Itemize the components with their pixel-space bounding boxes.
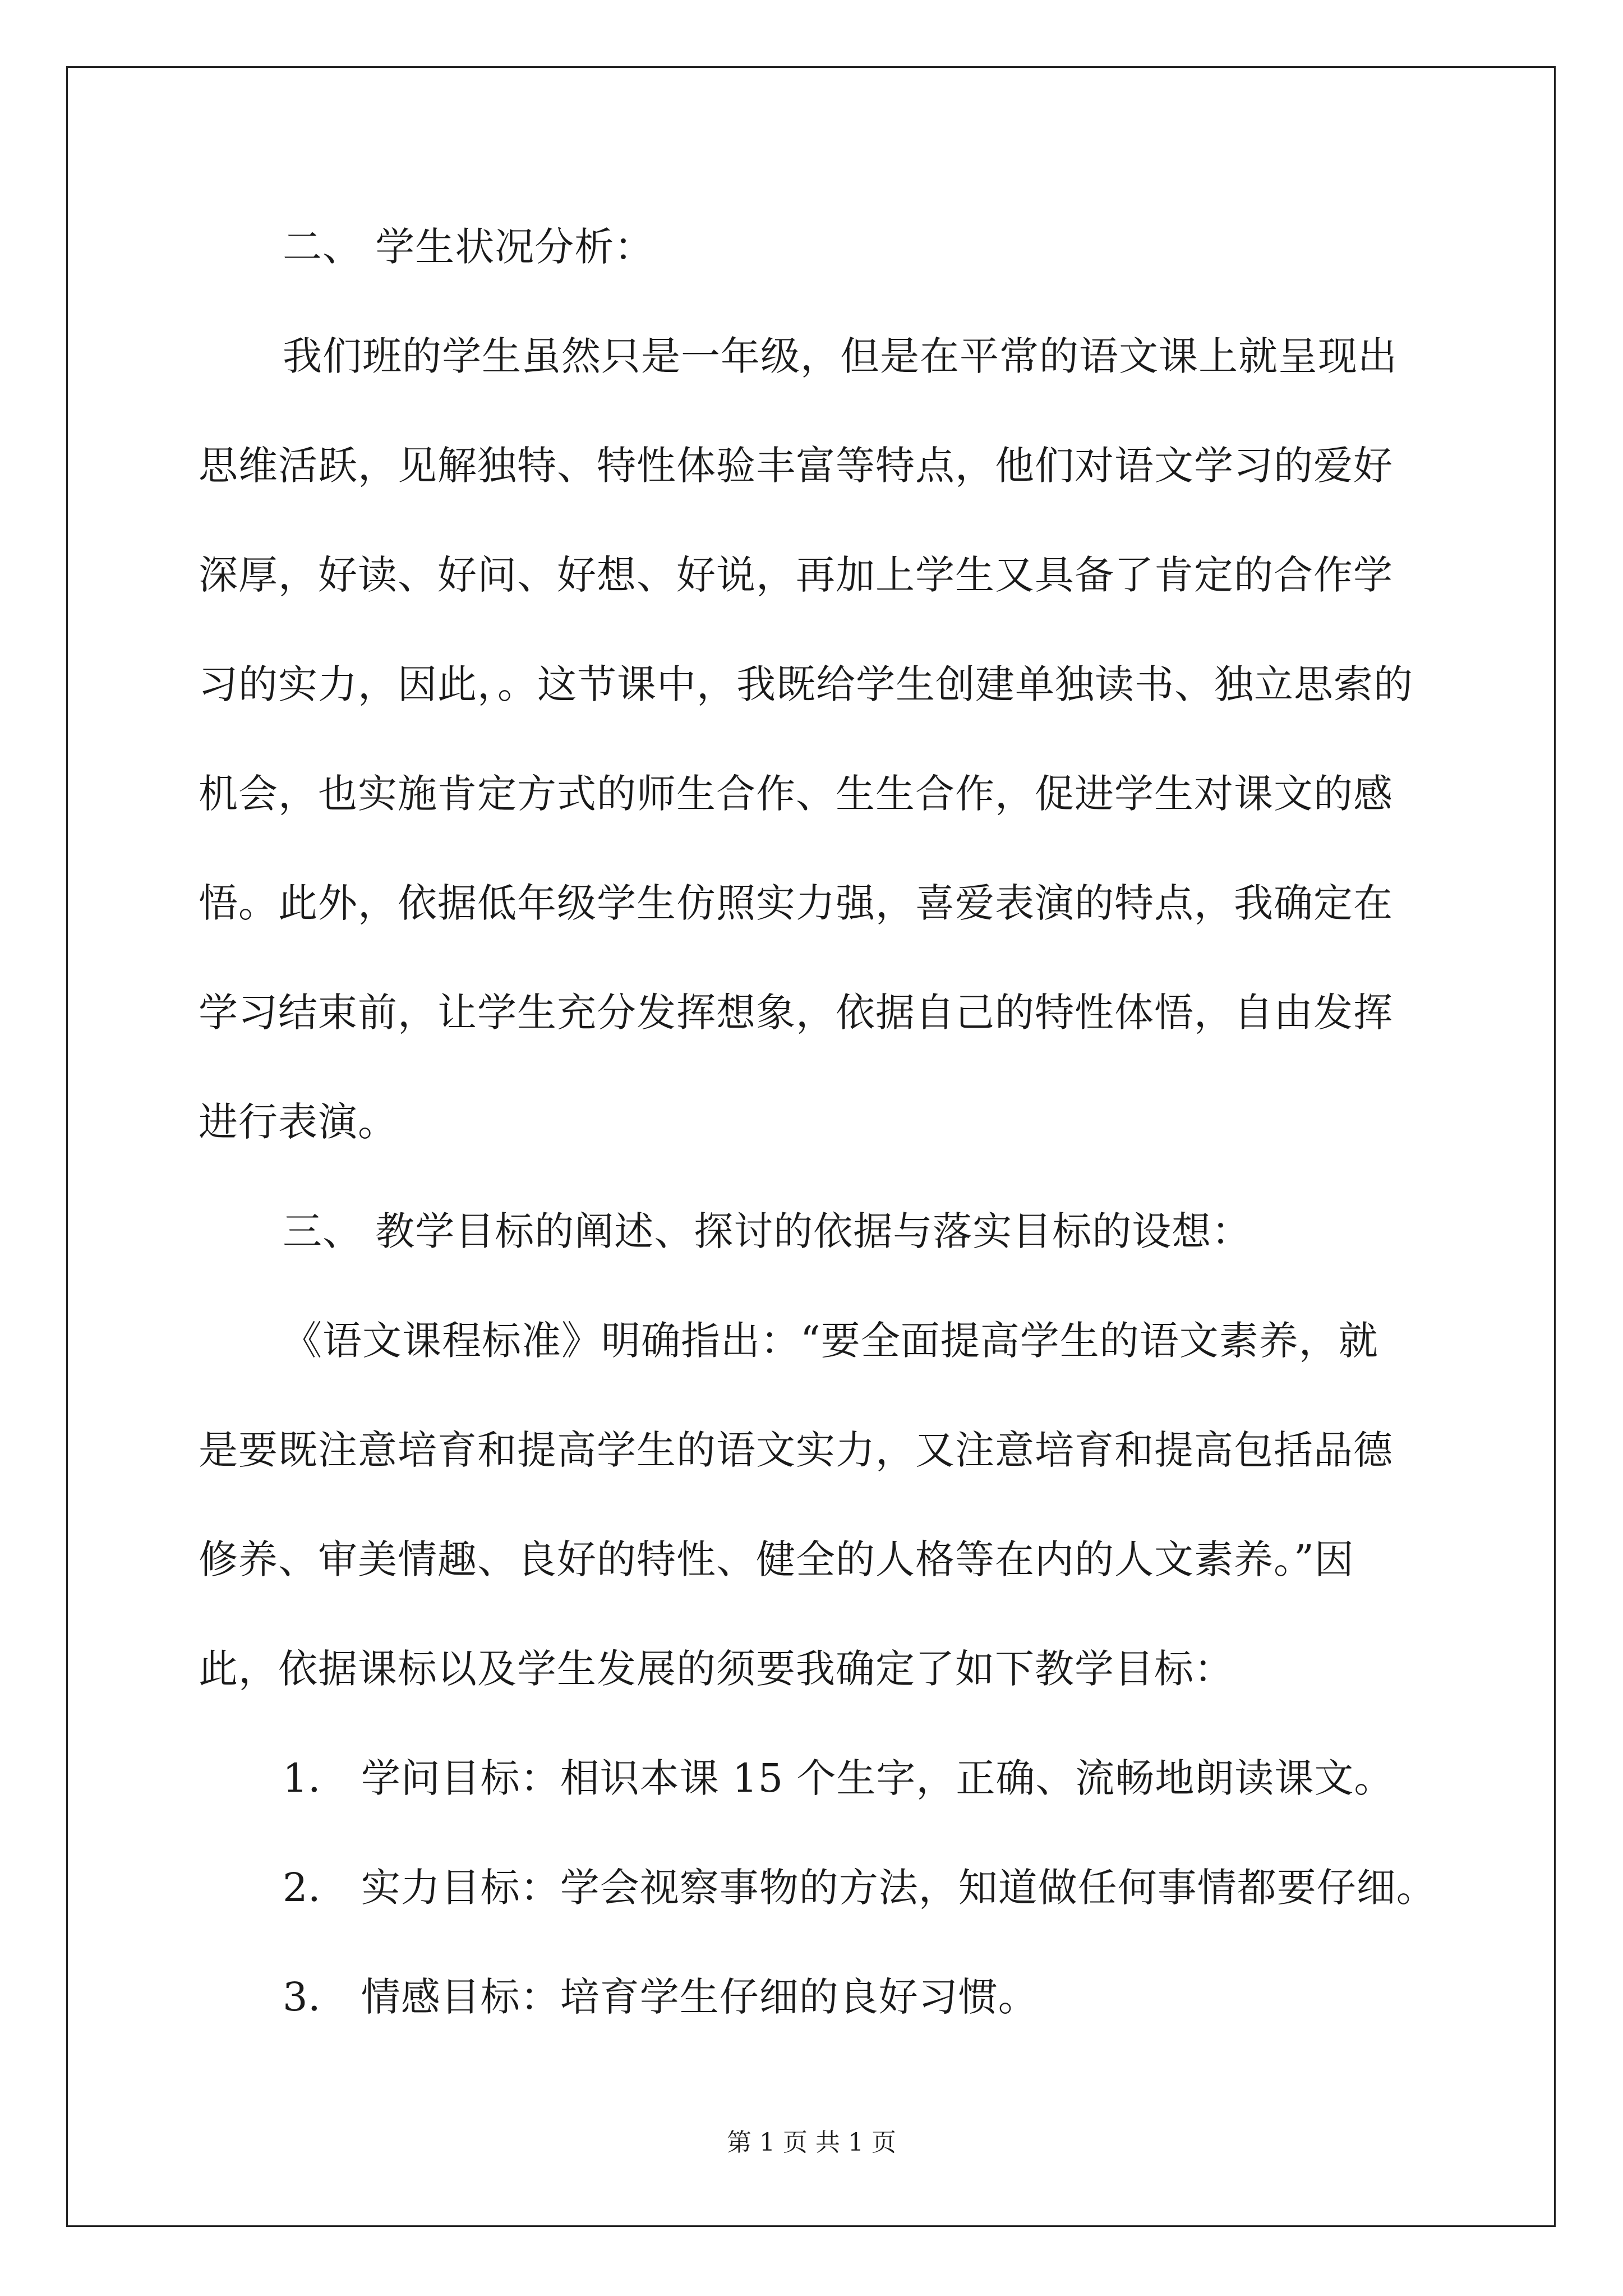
page-number-footer: 第 1 页 共 1 页 xyxy=(727,2128,896,2157)
paragraph-line: 悟。此外，依据低年级学生仿照实力强，喜爱表演的特点，我确定在 xyxy=(199,880,1393,926)
paragraph-line: 机会，也实施肯定方式的师生合作、生生合作，促进学生对课文的感 xyxy=(199,771,1393,817)
paragraph-line: 《语文课程标准》明确指出：“要全面提高学生的语文素养，就 xyxy=(283,1318,1378,1364)
paragraph-line: 此，依据课标以及学生发展的须要我确定了如下教学目标： xyxy=(199,1646,1234,1692)
goal-item-2: 2． 实力目标：学会视察事物的方法，知道做任何事情都要仔细。 xyxy=(283,1865,1436,1911)
paragraph-line: 习的实力，因此，。这节课中，我既给学生创建单独读书、独立思索的 xyxy=(199,661,1413,707)
paragraph-line: 是要既注意培育和提高学生的语文实力，又注意培育和提高包括品德 xyxy=(199,1427,1393,1473)
paragraph-line: 我们班的学生虽然只是一年级，但是在平常的语文课上就呈现出 xyxy=(283,333,1398,379)
paragraph-line: 修养、审美情趣、良好的特性、健全的人格等在内的人文素养。”因 xyxy=(199,1536,1354,1582)
paragraph-line: 学习结束前，让学生充分发挥想象，依据自己的特性体悟，自由发挥 xyxy=(199,990,1393,1036)
paragraph-line: 深厚，好读、好问、好想、好说，再加上学生又具备了肯定的合作学 xyxy=(199,552,1393,598)
goal-item-3: 3． 情感目标：培育学生仔细的良好习惯。 xyxy=(283,1974,1038,2020)
paragraph-line: 思维活跃，见解独特、特性体验丰富等特点，他们对语文学习的爱好 xyxy=(199,443,1393,489)
goal-item-1: 1． 学问目标：相识本课 15 个生字，正确、流畅地朗读课文。 xyxy=(283,1755,1394,1801)
paragraph-line: 进行表演。 xyxy=(199,1099,398,1145)
section-heading-3: 三、 教学目标的阐述、探讨的依据与落实目标的设想： xyxy=(283,1208,1252,1254)
section-heading-2: 二、 学生状况分析： xyxy=(283,224,654,270)
